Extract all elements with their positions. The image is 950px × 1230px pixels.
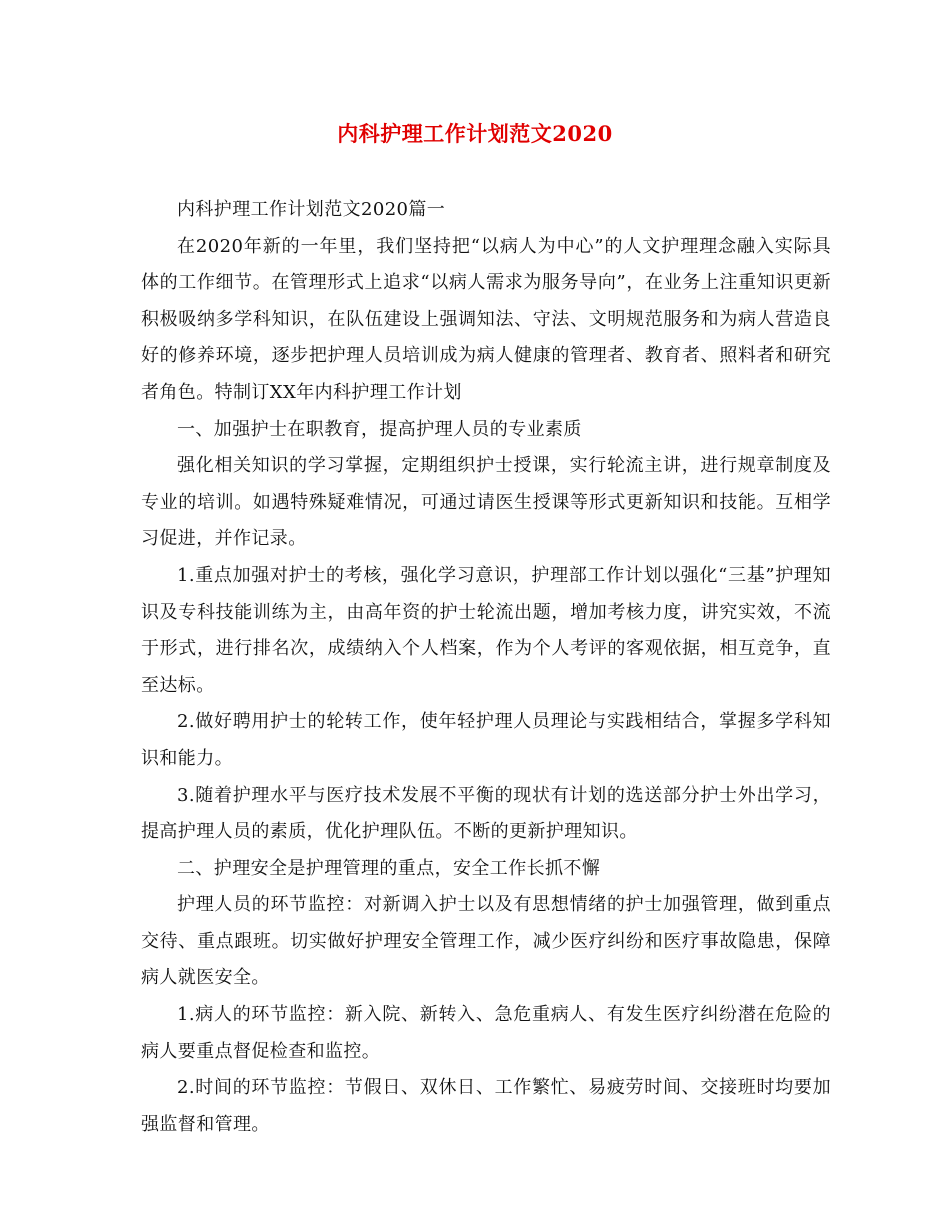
document-body	[141, 192, 831, 1143]
item-assessment: 1.重点加强对护士的考核，强化学习意识，护理部工作计划以强化“三基”护理知识及专科技能训练为主，由高年资的护士轮流出题，增加考核力度，讲究实效，不流于形式，进行排名次，成绩纳入个人档案，作为个人考评的客观依据，相互竞争，直至达标。	[141, 564, 831, 696]
document-title: 内科护理工作计划范文2020	[337, 121, 613, 146]
section-heading: 内科护理工作计划范文2020篇一	[177, 199, 446, 220]
heading-safety: 二、护理安全是护理管理的重点，安全工作长抓不懈	[177, 857, 601, 879]
paragraph-study: 强化相关知识的学习掌握，定期组织护士授课，实行轮流主讲，进行规章制度及专业的培训。如遇特殊疑难情况，可通过请医生授课等形式更新知识和技能。互相学习促进，并作记录。	[141, 455, 831, 550]
heading-education: 一、加强护士在职教育，提高护理人员的专业素质	[177, 418, 582, 440]
item-time-monitoring: 2.时间的环节监控：节假日、双休日、工作繁忙、易疲劳时间、交接班时均要加强监督和管理。	[141, 1077, 831, 1135]
item-rotation: 2.做好聘用护士的轮转工作，使年轻护理人员理论与实践相结合，掌握多学科知识和能力。	[141, 711, 831, 769]
paragraph-staff-monitoring: 护理人员的环节监控：对新调入护士以及有思想情绪的护士加强管理，做到重点交待、重点跟班。切实做好护理安全管理工作，减少医疗纠纷和医疗事故隐患，保障病人就医安全。	[141, 894, 831, 989]
item-external-study: 3.随着护理水平与医疗技术发展不平衡的现状有计划的选送部分护士外出学习，提高护理人员的素质，优化护理队伍。不断的更新护理知识。	[141, 784, 831, 843]
item-patient-monitoring: 1.病人的环节监控：新入院、新转入、急危重病人、有发生医疗纠纷潜在危险的病人要重点督促检查和监控。	[141, 1004, 831, 1062]
intro-paragraph: 在2020年新的一年里，我们坚持把“以病人为中心”的人文护理理念融入实际具体的工作细节。在管理形式上追求“以病人需求为服务导向”，在业务上注重知识更新积极吸纳多学科知识，在队伍建设上强调知法、守法、文明规范服务和为病人营造良好的修养环境，逐步把护理人员培训成为病人健康的管理者、教育者、照料者和研究者角色。特制订XX年内科护理工作计划	[141, 235, 831, 403]
